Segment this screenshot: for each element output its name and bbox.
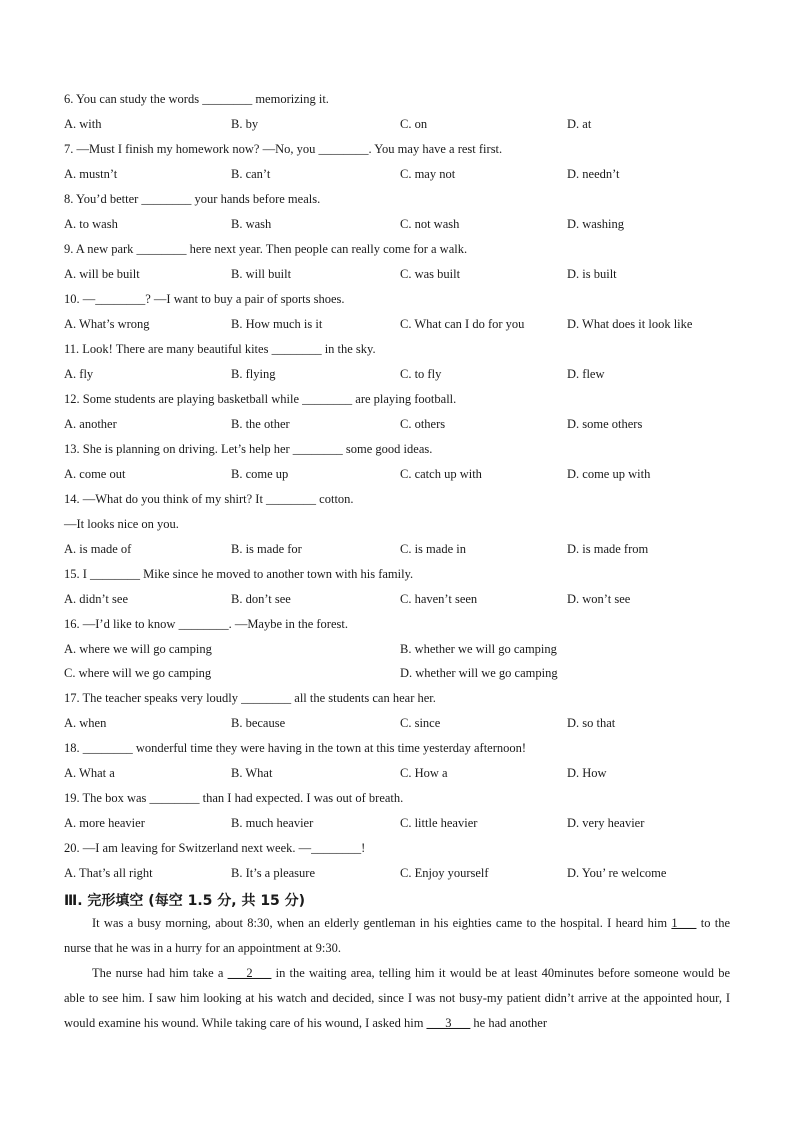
q14-option-c: C. is made in [400, 542, 466, 556]
question-15-stem: 15. I ________ Mike since he moved to another town with his family. [64, 567, 414, 581]
q14-option-a: A. is made of [64, 542, 132, 556]
blank-3: ___3___ [426, 1016, 471, 1030]
q14-option-b: B. is made for [231, 542, 302, 556]
q17-option-d: D. so that [567, 716, 616, 730]
q7-option-b: B. can’t [231, 167, 271, 181]
q8-option-b: B. wash [231, 217, 272, 231]
q20-option-b: B. It’s a pleasure [231, 866, 316, 880]
question-6-stem: 6. You can study the words ________ memorizing it. [64, 92, 329, 106]
q11-option-a: A. fly [64, 367, 94, 381]
blank-2: ___2___ [227, 966, 272, 980]
q13-option-d: D. come up with [567, 467, 651, 481]
q7-option-c: C. may not [400, 167, 456, 181]
q15-option-a: A. didn’t see [64, 592, 128, 606]
q10-option-a: A. What’s wrong [64, 317, 150, 331]
q9-option-b: B. will built [231, 267, 292, 281]
q16-option-b: B. whether we will go camping [400, 642, 557, 656]
passage-paragraph-1 [64, 911, 730, 961]
q18-option-c: C. How a [400, 766, 448, 780]
q11-option-c: C. to fly [400, 367, 442, 381]
q9-option-a: A. will be built [64, 267, 140, 281]
blank-1: 1___ [671, 916, 697, 930]
q6-option-c: C. on [400, 117, 428, 131]
q11-option-d: D. flew [567, 367, 605, 381]
q9-option-d: D. is built [567, 267, 617, 281]
q10-option-b: B. How much is it [231, 317, 323, 331]
question-11-stem: 11. Look! There are many beautiful kites ________ in the sky. [64, 342, 376, 356]
q15-option-c: C. haven’t seen [400, 592, 478, 606]
passage-text: It was a busy morning, about 8:30, when an elderly gentleman in his eighties came to the hospital. I heard him [92, 916, 668, 930]
q17-option-a: A. when [64, 716, 107, 730]
q11-option-b: B. flying [231, 367, 276, 381]
question-12-stem: 12. Some students are playing basketball while ________ are playing football. [64, 392, 457, 406]
passage-paragraph-2 [64, 961, 730, 1036]
q14-option-d: D. is made from [567, 542, 649, 556]
question-9-stem: 9. A new park ________ here next year. Then people can really come for a walk. [64, 242, 468, 256]
question-14-response: —It looks nice on you. [64, 517, 179, 531]
question-19-stem: 19. The box was ________ than I had expected. I was out of breath. [64, 791, 404, 805]
q6-option-d: D. at [567, 117, 592, 131]
q12-option-b: B. the other [231, 417, 290, 431]
q6-option-a: A. with [64, 117, 102, 131]
q17-option-c: C. since [400, 716, 441, 730]
q19-option-c: C. little heavier [400, 816, 478, 830]
q19-option-b: B. much heavier [231, 816, 314, 830]
q20-option-a: A. That’s all right [64, 866, 153, 880]
q15-option-d: D. won’t see [567, 592, 631, 606]
q6-option-b: B. by [231, 117, 259, 131]
q20-option-d: D. You’ re welcome [567, 866, 667, 880]
q15-option-b: B. don’t see [231, 592, 291, 606]
q8-option-c: C. not wash [400, 217, 460, 231]
section-heading: Ⅲ. 完形填空 (每空 1.5 分, 共 15 分) [64, 893, 306, 909]
passage-text: The nurse had him take a [92, 966, 228, 980]
question-17-stem: 17. The teacher speaks very loudly ________ all the students can hear her. [64, 691, 436, 705]
passage-text: he had another [470, 1016, 547, 1030]
q13-option-a: A. come out [64, 467, 126, 481]
q16-option-d: D. whether will we go camping [400, 666, 558, 680]
question-18-stem: 18. ________ wonderful time they were having in the town at this time yesterday afternoon! [64, 741, 527, 755]
question-14-stem: 14. —What do you think of my shirt? It ________ cotton. [64, 492, 354, 506]
q18-option-d: D. How [567, 766, 607, 780]
q18-option-b: B. What [231, 766, 273, 780]
q10-option-d: D. What does it look like [567, 317, 693, 331]
q18-option-a: A. What a [64, 766, 115, 780]
q8-option-d: D. washing [567, 217, 624, 231]
q20-option-c: C. Enjoy yourself [400, 866, 489, 880]
q7-option-d: D. needn’t [567, 167, 620, 181]
passage-text: to the nurse that he was in a hurry for an appointment at 9:30. [64, 916, 731, 955]
q12-option-c: C. others [400, 417, 446, 431]
q12-option-d: D. some others [567, 417, 643, 431]
q13-option-b: B. come up [231, 467, 289, 481]
question-7-stem: 7. —Must I finish my homework now? —No, you ________. You may have a rest first. [64, 142, 503, 156]
q7-option-a: A. mustn’t [64, 167, 118, 181]
q16-option-c: C. where will we go camping [64, 666, 212, 680]
q17-option-b: B. because [231, 716, 286, 730]
q9-option-c: C. was built [400, 267, 461, 281]
question-8-stem: 8. You’d better ________ your hands before meals. [64, 192, 321, 206]
q16-option-a: A. where we will go camping [64, 642, 212, 656]
question-20-stem: 20. —I am leaving for Switzerland next week. —________! [64, 841, 366, 855]
question-13-stem: 13. She is planning on driving. Let’s help her ________ some good ideas. [64, 442, 433, 456]
q13-option-c: C. catch up with [400, 467, 482, 481]
q12-option-a: A. another [64, 417, 117, 431]
q8-option-a: A. to wash [64, 217, 118, 231]
q19-option-d: D. very heavier [567, 816, 645, 830]
question-10-stem: 10. —________? —I want to buy a pair of sports shoes. [64, 292, 345, 306]
question-16-stem: 16. —I’d like to know ________. —Maybe in the forest. [64, 617, 348, 631]
passage-text: in the waiting area, telling him it would be at least 40minutes before someone would be able to see him. I saw him looking at his watch and decided, since I was not busy-my patient didn’t arrive at the appointed hour, I would examine his wound. While taking care of his wound, I asked him [64, 966, 730, 1030]
q10-option-c: C. What can I do for you [400, 317, 525, 331]
q19-option-a: A. more heavier [64, 816, 145, 830]
